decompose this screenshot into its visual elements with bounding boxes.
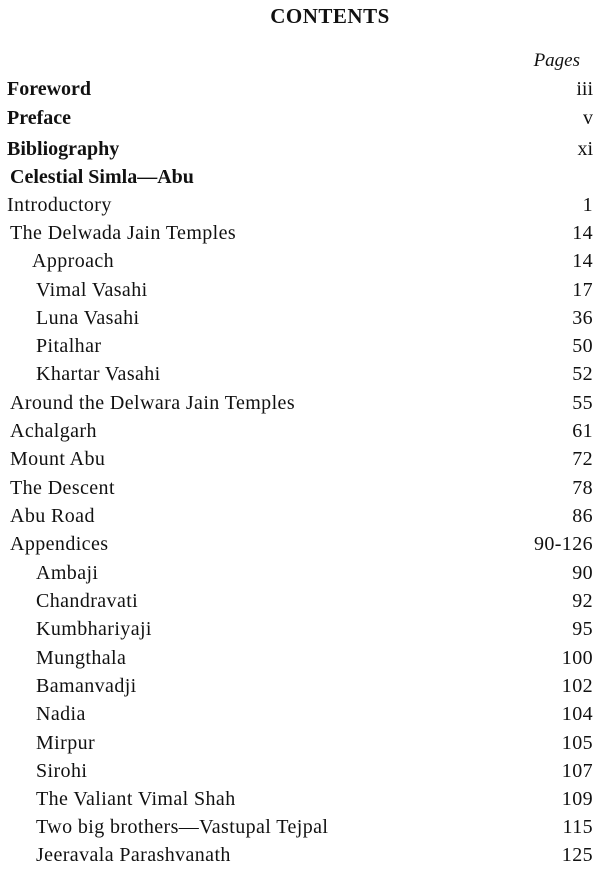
toc-entry[interactable] bbox=[0, 618, 600, 646]
toc-entry[interactable] bbox=[0, 222, 600, 250]
toc-entry-title: Bamanvadji bbox=[36, 675, 137, 697]
toc-entry-title: Khartar Vasahi bbox=[36, 363, 161, 385]
toc-entry-title: Kumbhariyaji bbox=[36, 618, 152, 640]
toc-entry-title: Nadia bbox=[36, 703, 86, 725]
toc-entry[interactable] bbox=[0, 138, 600, 166]
toc-entry-page: 17 bbox=[572, 279, 593, 301]
toc-entry-page: 1 bbox=[582, 194, 593, 216]
toc-entry-title: Mirpur bbox=[36, 732, 96, 754]
toc-entry-page: 72 bbox=[572, 448, 593, 470]
toc-entry-page: 90 bbox=[572, 562, 593, 584]
toc-entry-title: Chandravati bbox=[36, 590, 139, 612]
toc-entry[interactable] bbox=[0, 844, 600, 872]
toc-entry[interactable] bbox=[0, 675, 600, 703]
toc-entry[interactable] bbox=[0, 590, 600, 618]
toc-entry[interactable] bbox=[0, 250, 600, 278]
toc-entry-page: xi bbox=[577, 138, 593, 160]
toc-entry-title: Jeeravala Parashvanath bbox=[36, 844, 231, 866]
toc-entry-title: The Descent bbox=[10, 477, 115, 499]
toc-entry-page: 78 bbox=[572, 477, 593, 499]
toc-entry-page: 95 bbox=[572, 618, 593, 640]
toc-entry-title: Foreword bbox=[7, 78, 92, 100]
toc-entry-page: 90-126 bbox=[533, 533, 593, 555]
toc-entry[interactable] bbox=[0, 307, 600, 335]
toc-entry-title: Mungthala bbox=[36, 647, 127, 669]
page-title: CONTENTS bbox=[270, 4, 390, 28]
toc-entry[interactable] bbox=[0, 703, 600, 731]
toc-entry[interactable] bbox=[0, 335, 600, 363]
toc-entry-page: 55 bbox=[572, 392, 593, 414]
toc-entry-page: 50 bbox=[572, 335, 593, 357]
toc-entry[interactable] bbox=[0, 505, 600, 533]
toc-entry-title: Preface bbox=[7, 107, 72, 129]
toc-entry-title: Luna Vasahi bbox=[36, 307, 140, 329]
toc-entry-title: Approach bbox=[32, 250, 115, 272]
toc-entry[interactable] bbox=[0, 363, 600, 391]
toc-entry[interactable] bbox=[0, 533, 600, 561]
toc-entry[interactable] bbox=[0, 562, 600, 590]
toc-entry-title: Mount Abu bbox=[10, 448, 106, 470]
toc-entry[interactable] bbox=[0, 477, 600, 505]
toc-entry-page: 52 bbox=[572, 363, 593, 385]
toc-entry[interactable] bbox=[0, 279, 600, 307]
toc-entry[interactable] bbox=[0, 78, 600, 106]
toc-entry-page: 107 bbox=[561, 760, 593, 782]
toc-entry[interactable] bbox=[0, 732, 600, 760]
toc-entry-page: 105 bbox=[561, 732, 593, 754]
toc-entry-title: Bibliography bbox=[7, 138, 120, 160]
toc-entry-title: Abu Road bbox=[10, 505, 95, 527]
toc-entry-title: Pitalhar bbox=[36, 335, 102, 357]
toc-entry-page: 109 bbox=[561, 788, 593, 810]
toc-entry-title: The Delwada Jain Temples bbox=[10, 222, 237, 244]
toc-entry-page: 14 bbox=[572, 222, 593, 244]
toc-entry-title: Appendices bbox=[10, 533, 109, 555]
toc-entry-title: Vimal Vasahi bbox=[36, 279, 148, 301]
toc-entry[interactable] bbox=[0, 788, 600, 816]
toc-entry-page: 104 bbox=[561, 703, 593, 725]
toc-entry-page: 86 bbox=[572, 505, 593, 527]
toc-entry-title: Around the Delwara Jain Temples bbox=[10, 392, 295, 414]
toc-entry[interactable] bbox=[0, 107, 600, 135]
toc-entry[interactable] bbox=[0, 194, 600, 222]
toc-entry-page: 61 bbox=[572, 420, 593, 442]
toc-entry-page: 100 bbox=[561, 647, 593, 669]
toc-section-title: Celestial Simla—Abu bbox=[10, 166, 194, 188]
toc-entry-page: 115 bbox=[562, 816, 593, 838]
toc-entry[interactable] bbox=[0, 420, 600, 448]
toc-entry-page: iii bbox=[576, 78, 593, 100]
toc-entry-page: 14 bbox=[572, 250, 593, 272]
toc-entry-title: The Valiant Vimal Shah bbox=[36, 788, 236, 810]
toc-entry-title: Introductory bbox=[7, 194, 112, 216]
toc-section-heading bbox=[0, 166, 600, 194]
toc-entry-title: Ambaji bbox=[36, 562, 99, 584]
toc-entry[interactable] bbox=[0, 392, 600, 420]
toc-entry[interactable] bbox=[0, 647, 600, 675]
toc-entry[interactable] bbox=[0, 816, 600, 844]
toc-entry[interactable] bbox=[0, 760, 600, 788]
toc-entry-title: Sirohi bbox=[36, 760, 88, 782]
pages-column-heading: Pages bbox=[533, 50, 580, 71]
toc-entry-title: Achalgarh bbox=[10, 420, 97, 442]
toc-entry-title: Two big brothers—Vastupal Tejpal bbox=[36, 816, 329, 838]
toc-entry[interactable] bbox=[0, 448, 600, 476]
toc-entry-page: 36 bbox=[572, 307, 593, 329]
toc-entry-page: 92 bbox=[572, 590, 593, 612]
toc-entry-page: 102 bbox=[561, 675, 593, 697]
toc-entry-page: v bbox=[583, 107, 593, 129]
toc-entry-page: 125 bbox=[561, 844, 593, 866]
